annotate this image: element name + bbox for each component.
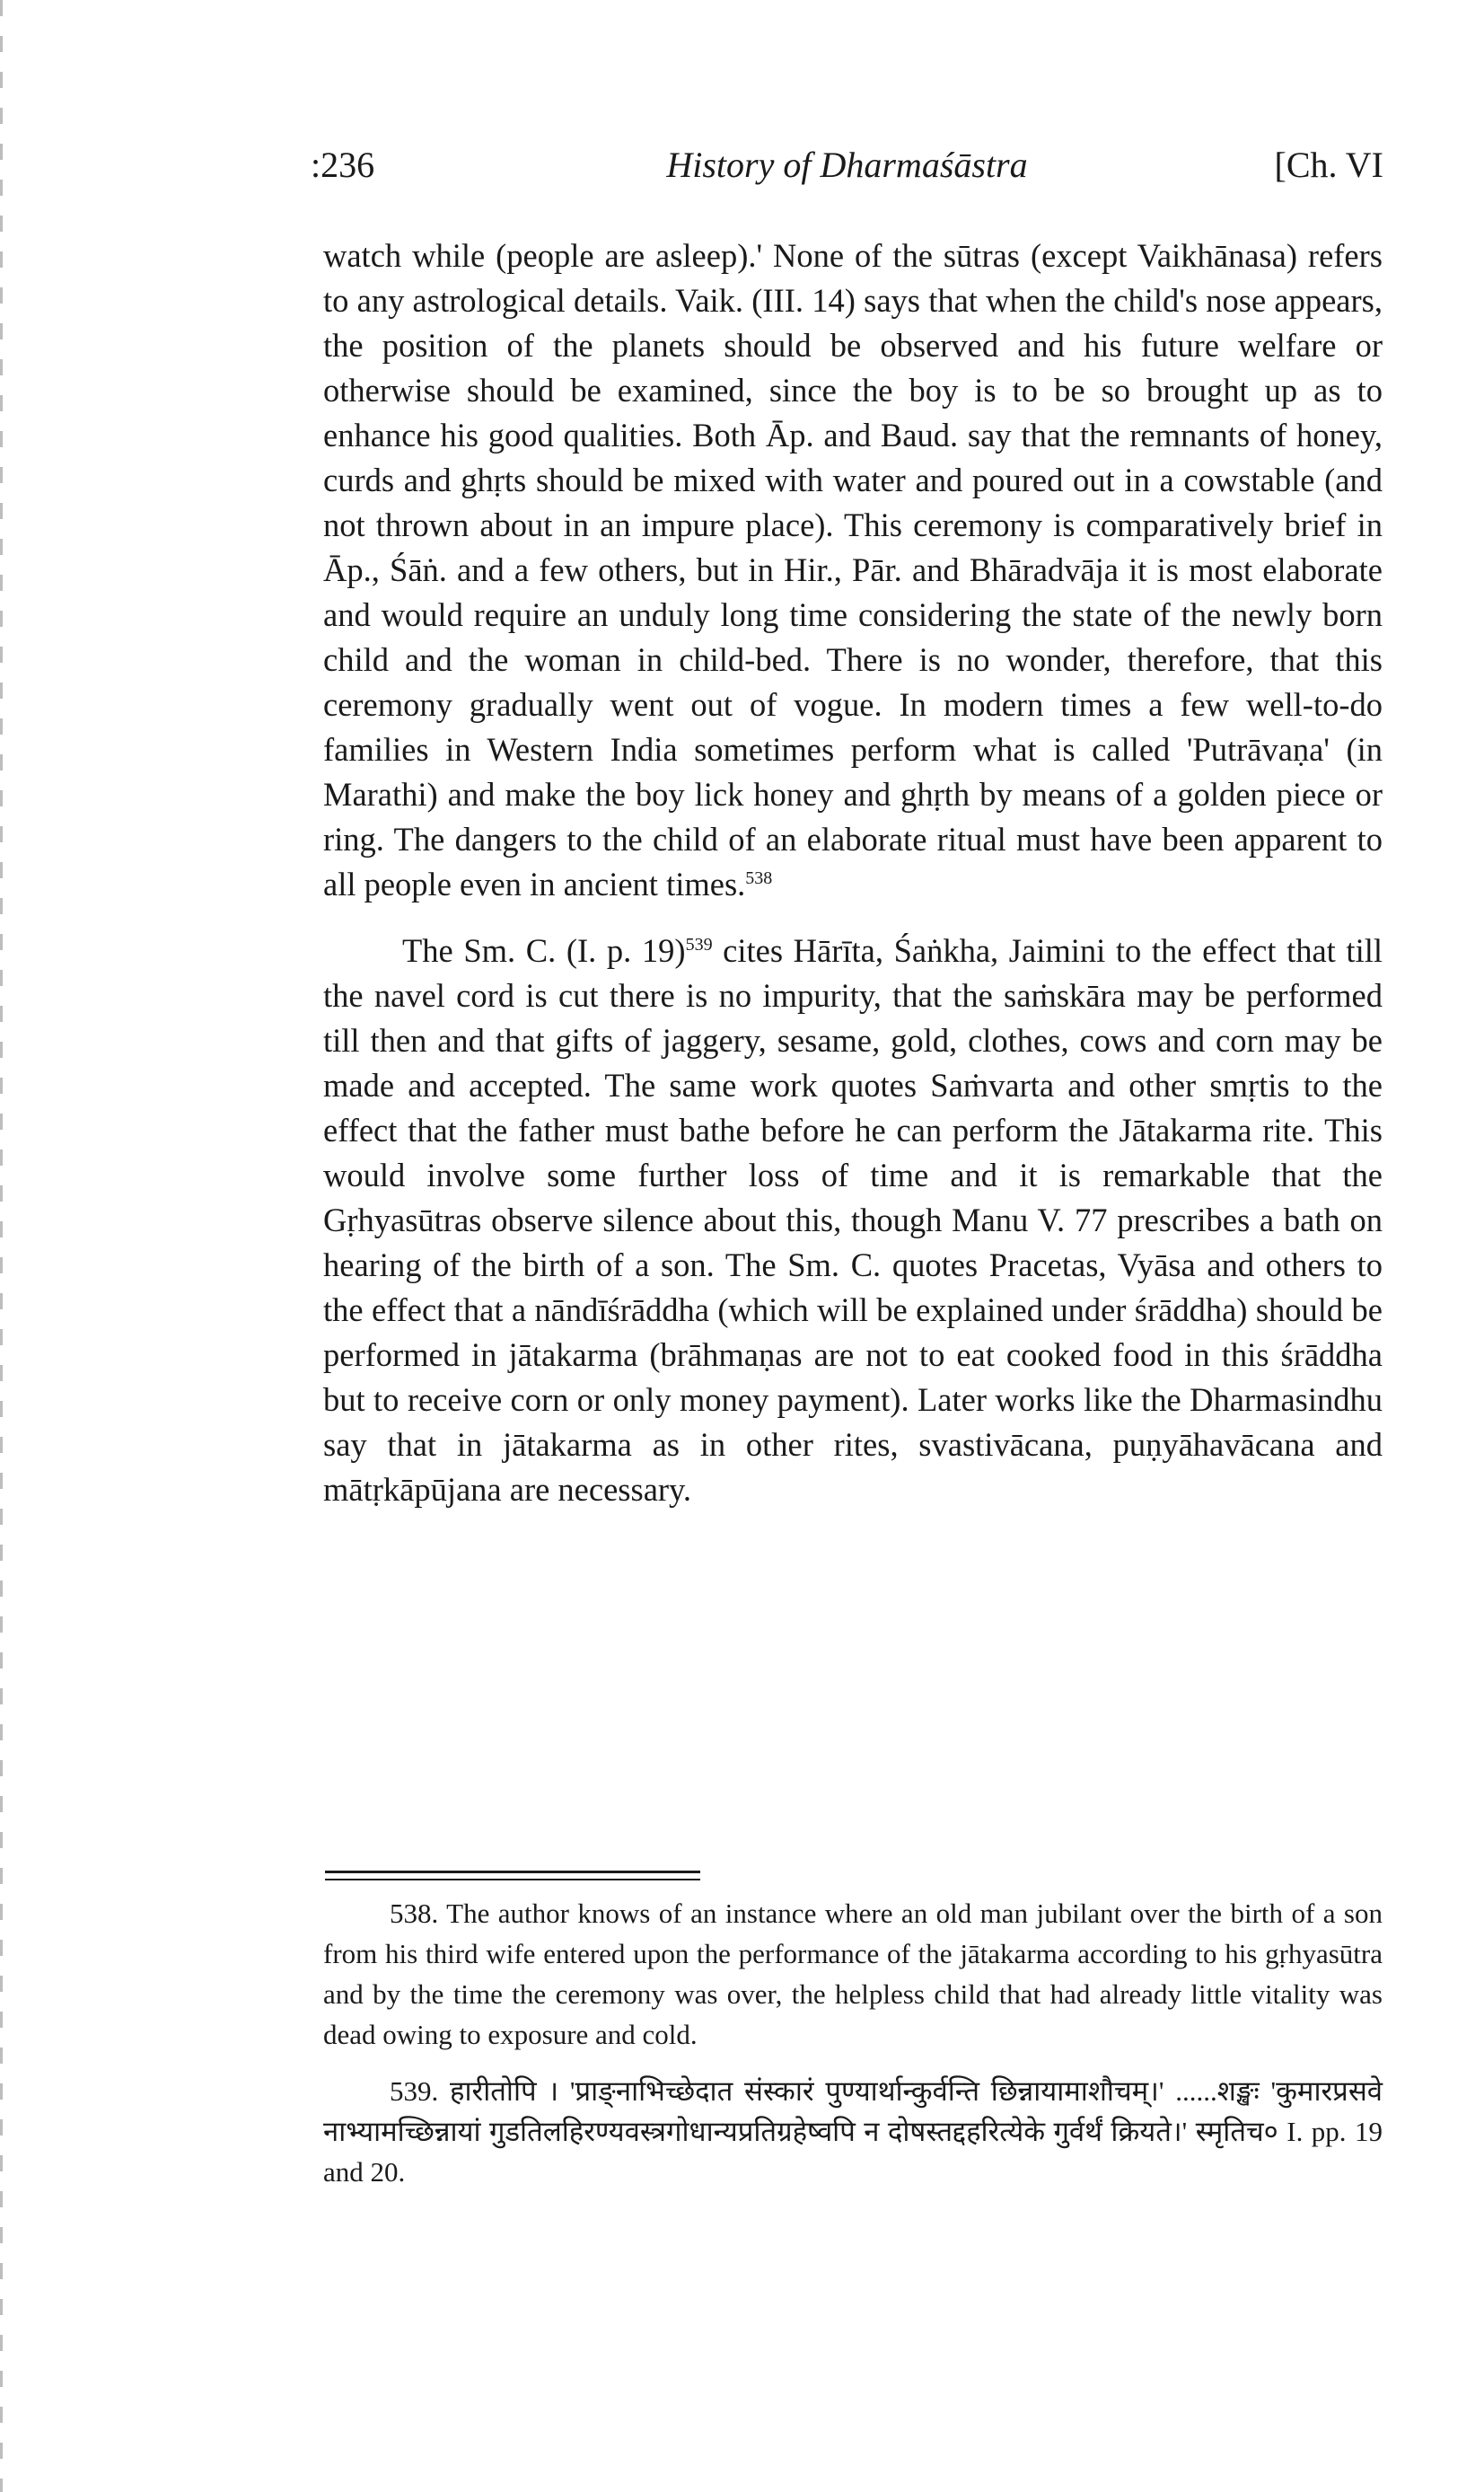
footnote-divider (325, 1871, 700, 1873)
page-header (311, 144, 1383, 198)
paragraph-2 (323, 929, 1383, 1512)
footnote-538 (323, 1893, 1383, 2055)
footnote-number: 538. (390, 1898, 439, 1929)
running-title: History of Dharmaśāstra (666, 145, 1028, 185)
footnote-text: The author knows of an instance where an old man jubilant over the birth of a son from his third wife entered upon the performance of the jātakarma according to his gṛhyasūtra and by the time the ceremony was over, the helpless child that had already little vitality was dead owing to exposure and cold. (323, 1898, 1383, 2050)
paragraph-1-text: watch while (people are asleep).' None of the sūtras (except Vaikhānasa) refers to any astrological details. Vaik. (III. 14) says that when the child's nose appears, the position of the planets should be observed and his future welfare or otherwise should be examined, since the boy is to be so brought up as to enhance his good qualities. Both Āp. and Baud. say that the remnants of honey, curds and ghṛts should be mixed with water and poured out in a cowstable (and not thrown about in an impure place). This ceremony is comparatively brief in Āp., Śāṅ. and a few others, but in Hir., Pār. and Bhāradvāja it is most elaborate and would require an unduly long time considering the state of the newly born child and the woman in child-bed. There is no wonder, therefore, that this ceremony gradually went out of vogue. In modern times a few well-to-do families in Western India sometimes perform what is called 'Putrāvaṇa' (in Marathi) and make the boy lick honey and ghṛth by means of a golden piece or ring. The dangers to the child of an elaborate ritual must have been apparent to all people even in ancient times. (323, 237, 1383, 903)
page-number: :236 (311, 145, 375, 185)
footnote-539 (323, 2071, 1383, 2192)
paragraph-1 (323, 233, 1383, 907)
chapter-mark: [Ch. VI (1274, 145, 1383, 185)
footnote-divider-lower (325, 1879, 700, 1880)
footnote-text: हारीतोपि । 'प्राङ्नाभिच्छेदात संस्कारं पुण्यार्थान्कुर्वन्ति छिन्नायामाशौचम्।' ......शङ्खः 'कुमारप्रसवे नाभ्यामच्छिन्नायां गुडतिलहिरण्यवस्त्रगोधान्यप्रतिग्रहेष्वपि न दोषस्तद्दहरित्येके गुर्वर्थं क्रियते।' स्मृतिच० I. pp. 19 and 20. (323, 2075, 1383, 2188)
paragraph-2-lead: The Sm. C. (I. p. 19) (402, 932, 686, 969)
footnote-ref-539[interactable]: 539 (685, 934, 713, 955)
footnotes (323, 1893, 1383, 2192)
footnote-number: 539. (390, 2075, 439, 2107)
main-text (323, 233, 1383, 1512)
footnote-ref-538[interactable]: 538 (745, 867, 773, 888)
scan-edge-marks (0, 0, 3, 2492)
paragraph-2-text: cites Hārīta, Śaṅkha, Jaimini to the effect that till the navel cord is cut there is no impurity, that the saṁskāra may be performed till then and that gifts of jaggery, sesame, gold, clothes, cows and corn may be made and accepted. The same work quotes Saṁvarta and other smṛtis to the effect that the father must bathe before he can perform the Jātakarma rite. This would involve some further loss of time and it is remarkable that the Gṛhyasūtras observe silence about this, though Manu V. 77 prescribes a bath on hearing of the birth of a son. The Sm. C. quotes Pracetas, Vyāsa and others to the effect that a nāndīśrāddha (which will be explained under śrāddha) should be performed in jātakarma (brāhmaṇas are not to eat cooked food in this śrāddha but to receive corn or only money payment). Later works like the Dharmasindhu say that in jātakarma as in other rites, svastivācana, puṇyāhavācana and mātṛkāpūjana are necessary. (323, 932, 1383, 1508)
